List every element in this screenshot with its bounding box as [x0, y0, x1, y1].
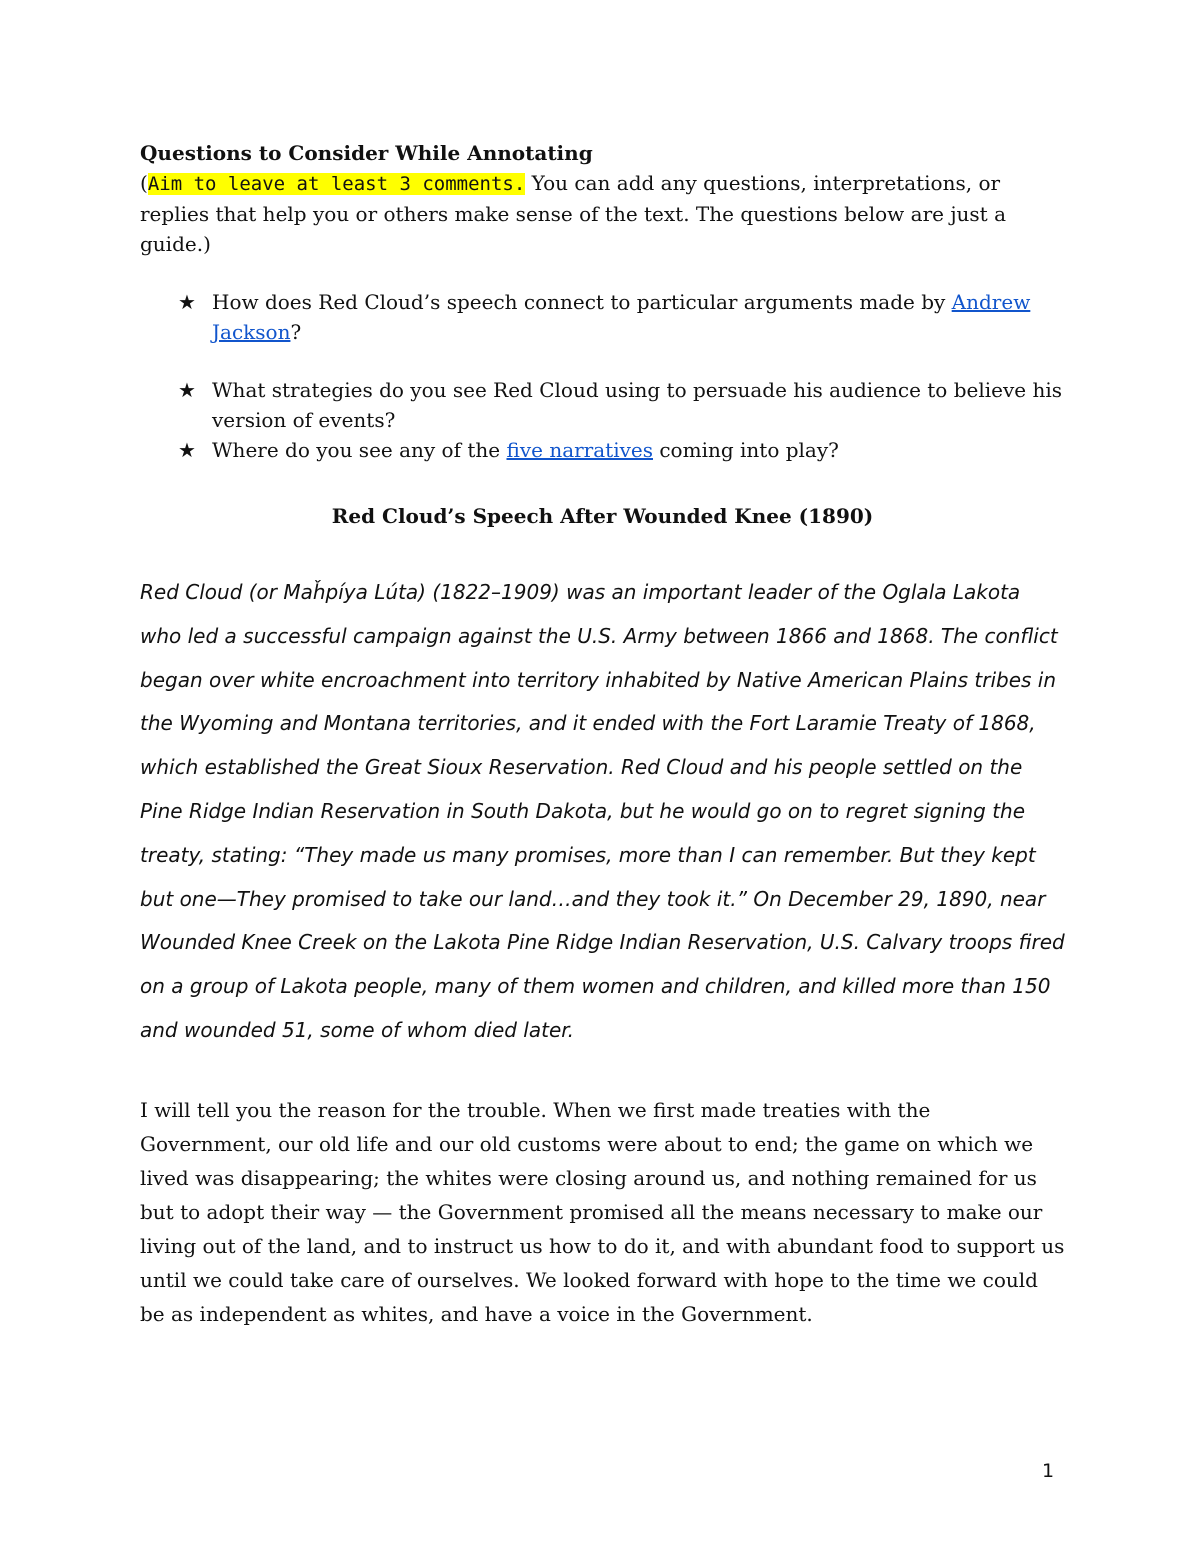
question-text: Where do you see any of the: [212, 438, 507, 462]
document-title: Red Cloud’s Speech After Wounded Knee (1890): [331, 504, 874, 528]
document-page: [140, 138, 1065, 1331]
andrew-jackson-link[interactable]: Andrew Jackson: [212, 290, 1031, 344]
question-list: [140, 287, 1065, 465]
instructions-rest: You can add any questions, interpretations, or replies that help you or others make sense of the text. The questions below are just a guide.): [140, 171, 1006, 256]
star-icon: ★: [178, 290, 196, 314]
instructions-open-paren: (: [140, 171, 148, 195]
page-number: 1: [1042, 1460, 1055, 1482]
five-narratives-link[interactable]: five narratives: [506, 438, 653, 462]
questions-heading: Questions to Consider While Annotating: [140, 141, 593, 165]
question-item: [140, 287, 1065, 347]
annotation-instructions: [140, 168, 1065, 259]
star-icon: ★: [178, 378, 196, 402]
historical-context-paragraph: Red Cloud (or Maȟpíya Lúta) (1822–1909) was an important leader of the Oglala Lakota who led a successful campaign against the U.S. Army between 1866 and 1868. The conflict began over white encroachment into territory inhabited by Native American Plains tribes in the Wyoming and Montana territories, and it ended with the Fort Laramie Treaty of 1868, which established the Great Sioux Reservation. Red Cloud and his people settled on the Pine Ridge Indian Reservation in South Dakota, but he would go on to regret signing the treaty, stating: “They made us many promises, more than I can remember. But they kept but one—They promised to take our land…and they took it.” On December 29, 1890, near Wounded Knee Creek on the Lakota Pine Ridge Indian Reservation, U.S. Calvary troops fired on a group of Lakota people, many of them women and children, and killed more than 150 and wounded 51, some of whom died later.: [140, 580, 1065, 1042]
question-text: How does Red Cloud’s speech connect to particular arguments made by: [212, 290, 952, 314]
question-item: [140, 375, 1065, 435]
star-icon: ★: [178, 438, 196, 462]
highlighted-instruction: Aim to leave at least 3 comments.: [147, 173, 526, 195]
question-item: [140, 435, 1065, 465]
speech-paragraph: I will tell you the reason for the trouble. When we first made treaties with the Government, our old life and our old customs were about to end; the game on which we lived was disappearing; the whites were closing around us, and nothing remained for us but to adopt their way — the Government promised all the means necessary to make our living out of the land, and to instruct us how to do it, and with abundant food to support us until we could take care of ourselves. We looked forward with hope to the time we could be as independent as whites, and have a voice in the Government.: [140, 1097, 1065, 1326]
question-text: What strategies do you see Red Cloud using to persuade his audience to believe his version of events?: [212, 378, 1063, 432]
question-text-end: ?: [290, 320, 302, 344]
question-text-end: coming into play?: [653, 438, 839, 462]
